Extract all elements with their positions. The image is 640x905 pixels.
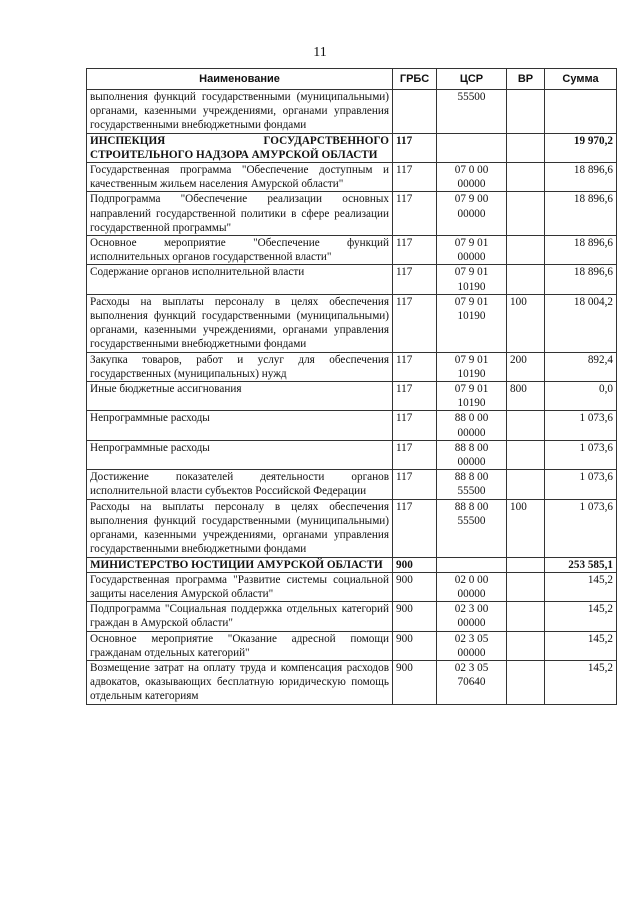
cell-csr: 02 3 05 70640: [437, 660, 507, 704]
table-row: [87, 382, 617, 411]
cell-vr: [507, 660, 545, 704]
cell-sum: 1 073,6: [545, 440, 617, 469]
cell-csr: 07 9 01 10190: [437, 294, 507, 352]
cell-name: Государственная программа "Обеспечение доступным и качественным жильем населения Амурской области": [87, 163, 393, 192]
cell-name: ИНСПЕКЦИЯ ГОСУДАРСТВЕННОГО СТРОИТЕЛЬНОГО НАДЗОРА АМУРСКОЙ ОБЛАСТИ: [87, 133, 393, 162]
cell-sum: [545, 90, 617, 134]
cell-grbs: 900: [393, 602, 437, 631]
header-csr: ЦСР: [437, 69, 507, 90]
cell-name: Возмещение затрат на оплату труда и компенсация расходов адвокатов, оказывающих бесплатную юридическую помощь отдельным категориям: [87, 660, 393, 704]
cell-sum: 145,2: [545, 660, 617, 704]
cell-csr: 02 3 00 00000: [437, 602, 507, 631]
cell-grbs: 900: [393, 572, 437, 601]
table-header-row: [87, 69, 617, 90]
cell-name: Подпрограмма "Социальная поддержка отдельных категорий граждан в Амурской области": [87, 602, 393, 631]
cell-name: Закупка товаров, работ и услуг для обеспечения государственных (муниципальных) нужд: [87, 352, 393, 381]
cell-sum: 18 896,6: [545, 163, 617, 192]
table-row: [87, 163, 617, 192]
cell-name: Достижение показателей деятельности органов исполнительной власти субъектов Российской Федерации: [87, 470, 393, 499]
cell-grbs: 117: [393, 352, 437, 381]
cell-vr: [507, 602, 545, 631]
cell-vr: [507, 411, 545, 440]
cell-name: Расходы на выплаты персоналу в целях обеспечения выполнения функций государственными (муниципальными) органами, казенными учреждениями, органами управления государственными внебюджетными фондами: [87, 499, 393, 557]
cell-sum: 18 004,2: [545, 294, 617, 352]
cell-vr: [507, 557, 545, 572]
table-row: [87, 90, 617, 134]
cell-name: Основное мероприятие "Обеспечение функций исполнительных органов государственной власти": [87, 236, 393, 265]
cell-sum: 892,4: [545, 352, 617, 381]
cell-sum: 18 896,6: [545, 236, 617, 265]
cell-name: Основное мероприятие "Оказание адресной помощи гражданам отдельных категорий": [87, 631, 393, 660]
table-row: [87, 660, 617, 704]
table-row: [87, 631, 617, 660]
cell-vr: [507, 470, 545, 499]
cell-csr: [437, 557, 507, 572]
table-row: [87, 499, 617, 557]
cell-sum: 1 073,6: [545, 470, 617, 499]
cell-vr: [507, 163, 545, 192]
cell-csr: 88 0 00 00000: [437, 411, 507, 440]
cell-grbs: 900: [393, 660, 437, 704]
cell-vr: [507, 192, 545, 236]
cell-name: Иные бюджетные ассигнования: [87, 382, 393, 411]
cell-csr: 07 9 01 10190: [437, 265, 507, 294]
cell-grbs: 117: [393, 133, 437, 162]
table-row: [87, 470, 617, 499]
cell-vr: 100: [507, 294, 545, 352]
cell-grbs: [393, 90, 437, 134]
budget-table: [86, 68, 617, 705]
cell-vr: [507, 572, 545, 601]
cell-vr: 200: [507, 352, 545, 381]
table-row: [87, 352, 617, 381]
section-row: [87, 557, 617, 572]
cell-csr: 55500: [437, 90, 507, 134]
table-row: [87, 440, 617, 469]
cell-sum: 0,0: [545, 382, 617, 411]
header-grbs: ГРБС: [393, 69, 437, 90]
cell-vr: 800: [507, 382, 545, 411]
cell-csr: 02 0 00 00000: [437, 572, 507, 601]
cell-sum: 18 896,6: [545, 192, 617, 236]
cell-grbs: 117: [393, 163, 437, 192]
cell-vr: [507, 440, 545, 469]
cell-grbs: 117: [393, 470, 437, 499]
header-vr: ВР: [507, 69, 545, 90]
cell-name: Расходы на выплаты персоналу в целях обеспечения выполнения функций государственными (муниципальными) органами, казенными учреждениями, органами управления государственными внебюджетными фондами: [87, 294, 393, 352]
cell-name: Содержание органов исполнительной власти: [87, 265, 393, 294]
cell-sum: 145,2: [545, 602, 617, 631]
cell-grbs: 117: [393, 265, 437, 294]
cell-csr: [437, 133, 507, 162]
table-row: [87, 265, 617, 294]
cell-csr: 88 8 00 55500: [437, 499, 507, 557]
cell-grbs: 117: [393, 294, 437, 352]
cell-name: Непрограммные расходы: [87, 411, 393, 440]
cell-sum: 145,2: [545, 572, 617, 601]
cell-grbs: 900: [393, 631, 437, 660]
cell-csr: 07 9 00 00000: [437, 192, 507, 236]
cell-grbs: 117: [393, 192, 437, 236]
cell-vr: [507, 133, 545, 162]
table-row: [87, 236, 617, 265]
cell-grbs: 117: [393, 440, 437, 469]
table-row: [87, 572, 617, 601]
cell-sum: 1 073,6: [545, 499, 617, 557]
cell-sum: 19 970,2: [545, 133, 617, 162]
cell-grbs: 900: [393, 557, 437, 572]
cell-grbs: 117: [393, 411, 437, 440]
section-row: [87, 133, 617, 162]
cell-grbs: 117: [393, 236, 437, 265]
cell-vr: [507, 631, 545, 660]
cell-sum: 253 585,1: [545, 557, 617, 572]
cell-vr: [507, 236, 545, 265]
header-sum: Сумма: [545, 69, 617, 90]
cell-vr: 100: [507, 499, 545, 557]
cell-name: Подпрограмма "Обеспечение реализации основных направлений государственной политики в сфере реализации государственной программы": [87, 192, 393, 236]
table-row: [87, 192, 617, 236]
cell-sum: 145,2: [545, 631, 617, 660]
cell-sum: 18 896,6: [545, 265, 617, 294]
header-name: Наименование: [87, 69, 393, 90]
cell-vr: [507, 265, 545, 294]
cell-csr: 07 0 00 00000: [437, 163, 507, 192]
table-row: [87, 411, 617, 440]
table-body: [87, 90, 617, 705]
cell-vr: [507, 90, 545, 134]
cell-csr: 88 8 00 00000: [437, 440, 507, 469]
cell-sum: 1 073,6: [545, 411, 617, 440]
cell-csr: 07 9 01 10190: [437, 352, 507, 381]
table-row: [87, 294, 617, 352]
page-number: 11: [313, 45, 327, 60]
cell-name: выполнения функций государственными (муниципальными) органами, казенными учреждениями, органами управления государственными внебюджетными фондами: [87, 90, 393, 134]
cell-csr: 02 3 05 00000: [437, 631, 507, 660]
cell-name: МИНИСТЕРСТВО ЮСТИЦИИ АМУРСКОЙ ОБЛАСТИ: [87, 557, 393, 572]
cell-csr: 07 9 01 00000: [437, 236, 507, 265]
cell-name: Непрограммные расходы: [87, 440, 393, 469]
cell-grbs: 117: [393, 499, 437, 557]
cell-csr: 07 9 01 10190: [437, 382, 507, 411]
cell-csr: 88 8 00 55500: [437, 470, 507, 499]
table-row: [87, 602, 617, 631]
cell-grbs: 117: [393, 382, 437, 411]
cell-name: Государственная программа "Развитие системы социальной защиты населения Амурской области": [87, 572, 393, 601]
